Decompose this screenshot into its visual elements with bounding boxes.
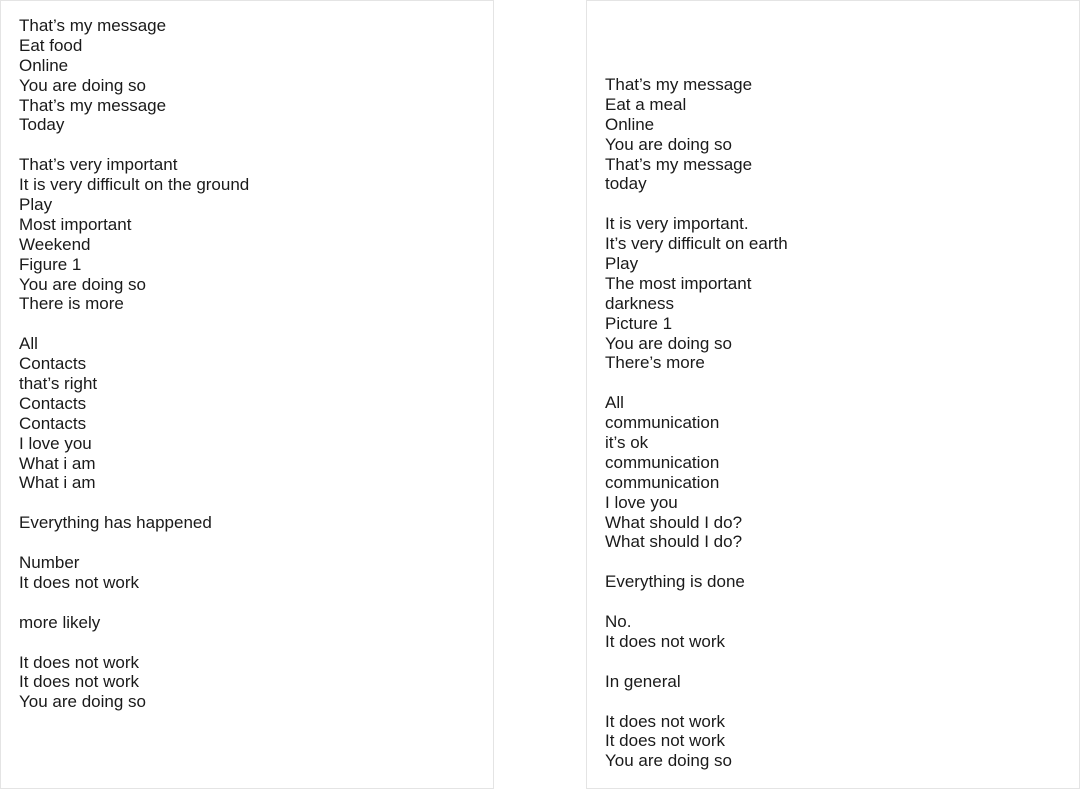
text-line: It is very difficult on the ground (19, 175, 250, 195)
text-line: Eat a meal (605, 94, 687, 114)
text-line: Online (605, 114, 655, 134)
text-line: It does not work (605, 731, 726, 751)
text-line: it’s ok (605, 433, 649, 453)
text-line: It does not work (19, 672, 140, 692)
blank-line (605, 692, 1079, 712)
text-line: Weekend (19, 234, 91, 254)
text-line: What should I do? (605, 512, 743, 532)
right-text-panel (586, 0, 1080, 789)
text-line: Play (605, 254, 639, 274)
text-line: You are doing so (19, 75, 146, 95)
text-line: The most important (605, 273, 752, 293)
text-line: communication (605, 413, 720, 433)
text-line: darkness (605, 293, 674, 313)
text-line: That’s my message (605, 75, 753, 94)
text-line: There is more (19, 294, 124, 314)
blank-line (605, 194, 1079, 214)
text-line: You are doing so (605, 134, 732, 154)
text-line: It does not work (605, 711, 726, 731)
blank-line (605, 592, 1079, 612)
text-line: You are doing so (605, 751, 732, 771)
text-line: That’s my message (605, 154, 753, 174)
blank-line (19, 633, 493, 653)
blank-line (19, 593, 493, 613)
text-line: Number (19, 553, 80, 573)
text-line: It’s very difficult on earth (605, 234, 788, 254)
text-line: I love you (605, 492, 678, 512)
text-line: Contacts (19, 393, 87, 413)
text-line: You are doing so (605, 333, 732, 353)
blank-line (605, 652, 1079, 672)
text-line: All (605, 393, 624, 413)
blank-line (605, 373, 1079, 393)
text-line: I love you (19, 433, 92, 453)
text-line: No. (605, 612, 632, 632)
blank-line (605, 552, 1079, 572)
text-line: Today (19, 115, 65, 135)
text-line: communication (605, 452, 720, 472)
text-line: It does not work (19, 572, 140, 592)
text-line: There’s more (605, 353, 705, 373)
blank-line (19, 314, 493, 334)
text-line: It does not work (19, 652, 140, 672)
text-line: Figure 1 (19, 254, 82, 274)
text-line: Most important (19, 214, 132, 234)
text-line: Play (19, 195, 53, 215)
text-line: Picture 1 (605, 313, 673, 333)
text-line: communication (605, 472, 720, 492)
blank-line (19, 135, 493, 155)
left-text-panel (0, 0, 494, 789)
text-line: You are doing so (19, 274, 146, 294)
text-line: Online (19, 55, 69, 75)
text-line: Contacts (19, 354, 87, 374)
blank-line (19, 493, 493, 513)
text-line: You are doing so (19, 692, 146, 712)
text-line: That’s my message (19, 95, 167, 115)
text-line: Eat food (19, 35, 83, 55)
text-line: What i am (19, 453, 96, 473)
text-line: more likely (19, 612, 101, 632)
text-line: today (605, 174, 647, 194)
text-line: It does not work (605, 631, 726, 651)
text-line: In general (605, 671, 681, 691)
text-line: That’s very important (19, 155, 178, 175)
text-line: What i am (19, 473, 96, 493)
text-line: It is very important. (605, 214, 749, 234)
blank-line (19, 533, 493, 553)
text-line: Contacts (19, 413, 87, 433)
text-line: that’s right (19, 374, 98, 394)
text-line: That’s my message (19, 16, 167, 35)
text-line: Everything has happened (19, 513, 212, 533)
text-line: What should I do? (605, 532, 743, 552)
text-line: All (19, 334, 38, 354)
text-line: Everything is done (605, 572, 745, 592)
